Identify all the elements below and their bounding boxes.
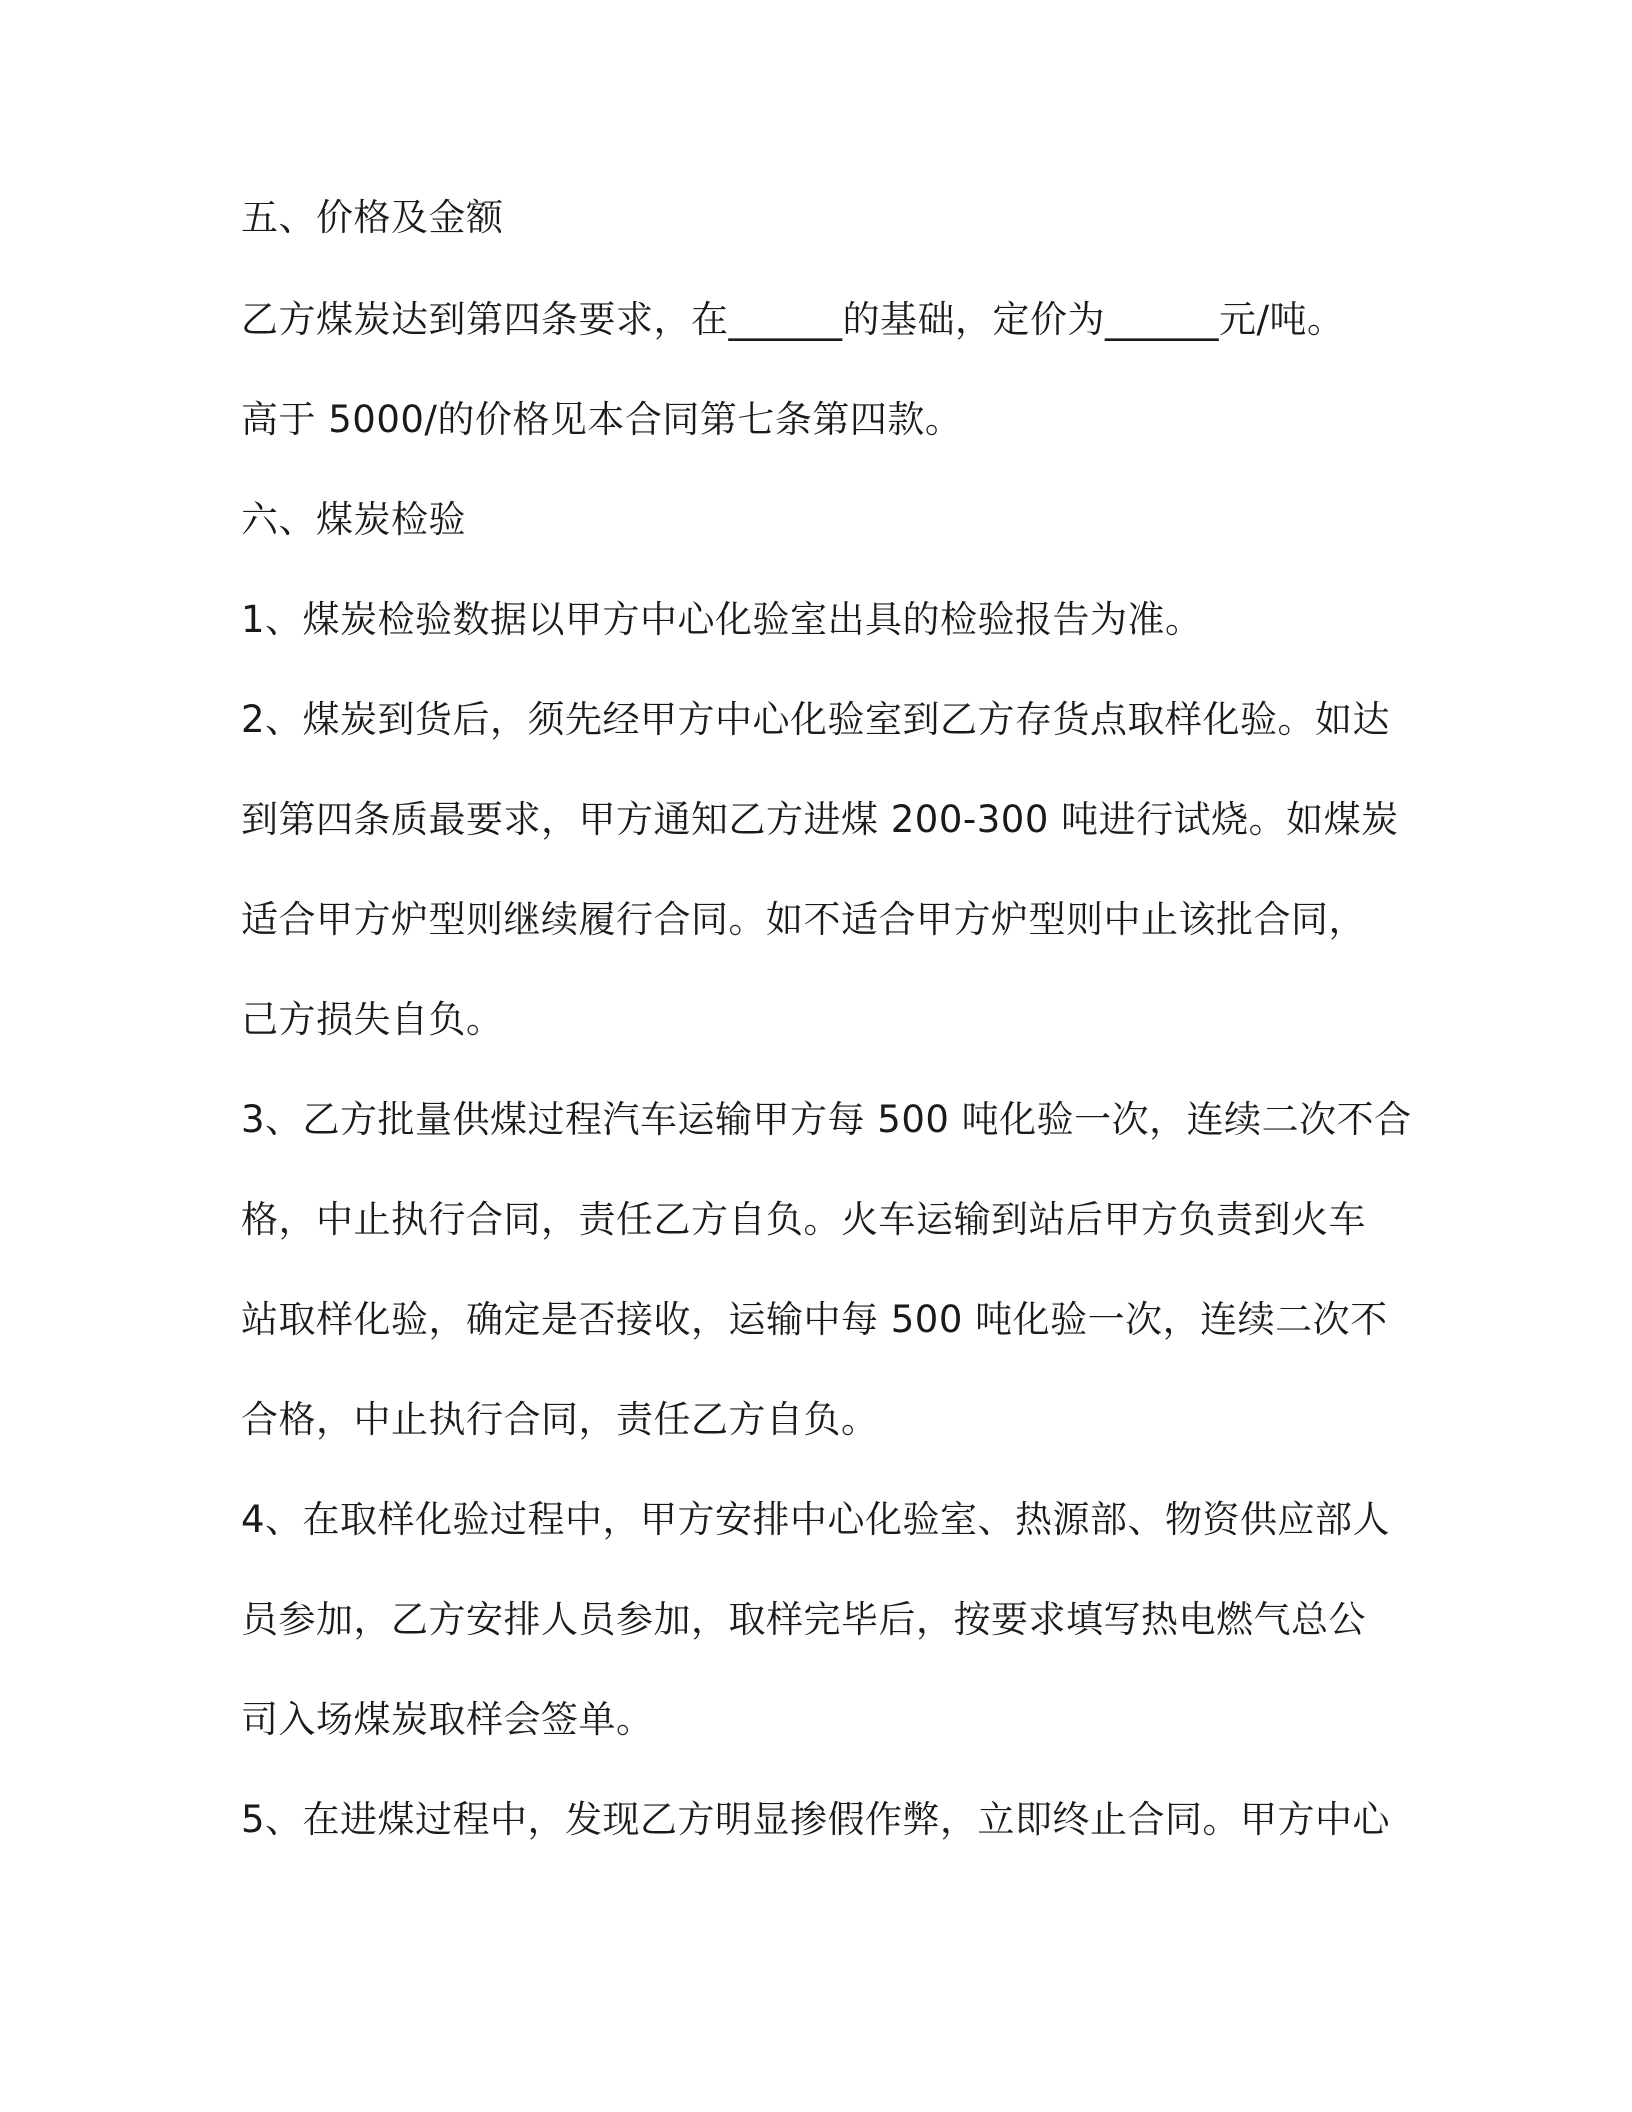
section-5-heading: 五、价格及金额 bbox=[241, 196, 504, 239]
section-6-line-4: 适合甲方炉型则继续履行合同。如不适合甲方炉型则中止该批合同， bbox=[241, 898, 1366, 941]
section-6-line-10: 4、在取样化验过程中，甲方安排中心化验室、热源部、物资供应部人 bbox=[241, 1498, 1391, 1541]
section-6-line-2: 2、煤炭到货后，须先经甲方中心化验室到乙方存货点取样化验。如达 bbox=[241, 698, 1391, 741]
section-5-line-2: 高于 5000/的价格见本合同第七条第四款。 bbox=[241, 398, 963, 441]
section-6-line-11: 员参加，乙方安排人员参加，取样完毕后，按要求填写热电燃气总公 bbox=[241, 1598, 1366, 1641]
section-6-line-6: 3、乙方批量供煤过程汽车运输甲方每 500 吨化验一次，连续二次不合 bbox=[241, 1098, 1412, 1141]
section-6-line-13: 5、在进煤过程中，发现乙方明显掺假作弊，立即终止合同。甲方中心 bbox=[241, 1798, 1391, 1841]
section-6-line-9: 合格，中止执行合同，责任乙方自负。 bbox=[241, 1398, 879, 1441]
section-6-line-7: 格，中止执行合同，责任乙方自负。火车运输到站后甲方负责到火车 bbox=[241, 1198, 1366, 1241]
section-6-line-8: 站取样化验，确定是否接收，运输中每 500 吨化验一次，连续二次不 bbox=[241, 1298, 1388, 1341]
section-6-heading: 六、煤炭检验 bbox=[241, 498, 466, 541]
section-6-line-3: 到第四条质最要求，甲方通知乙方进煤 200-300 吨进行试烧。如煤炭 bbox=[241, 798, 1399, 841]
section-6-line-5: 己方损失自负。 bbox=[241, 998, 504, 1041]
section-5-line-1: 乙方煤炭达到第四条要求，在______的基础，定价为______元/吨。 bbox=[241, 298, 1345, 341]
section-6-line-1: 1、煤炭检验数据以甲方中心化验室出具的检验报告为准。 bbox=[241, 598, 1203, 641]
section-6-line-12: 司入场煤炭取样会签单。 bbox=[241, 1698, 654, 1741]
